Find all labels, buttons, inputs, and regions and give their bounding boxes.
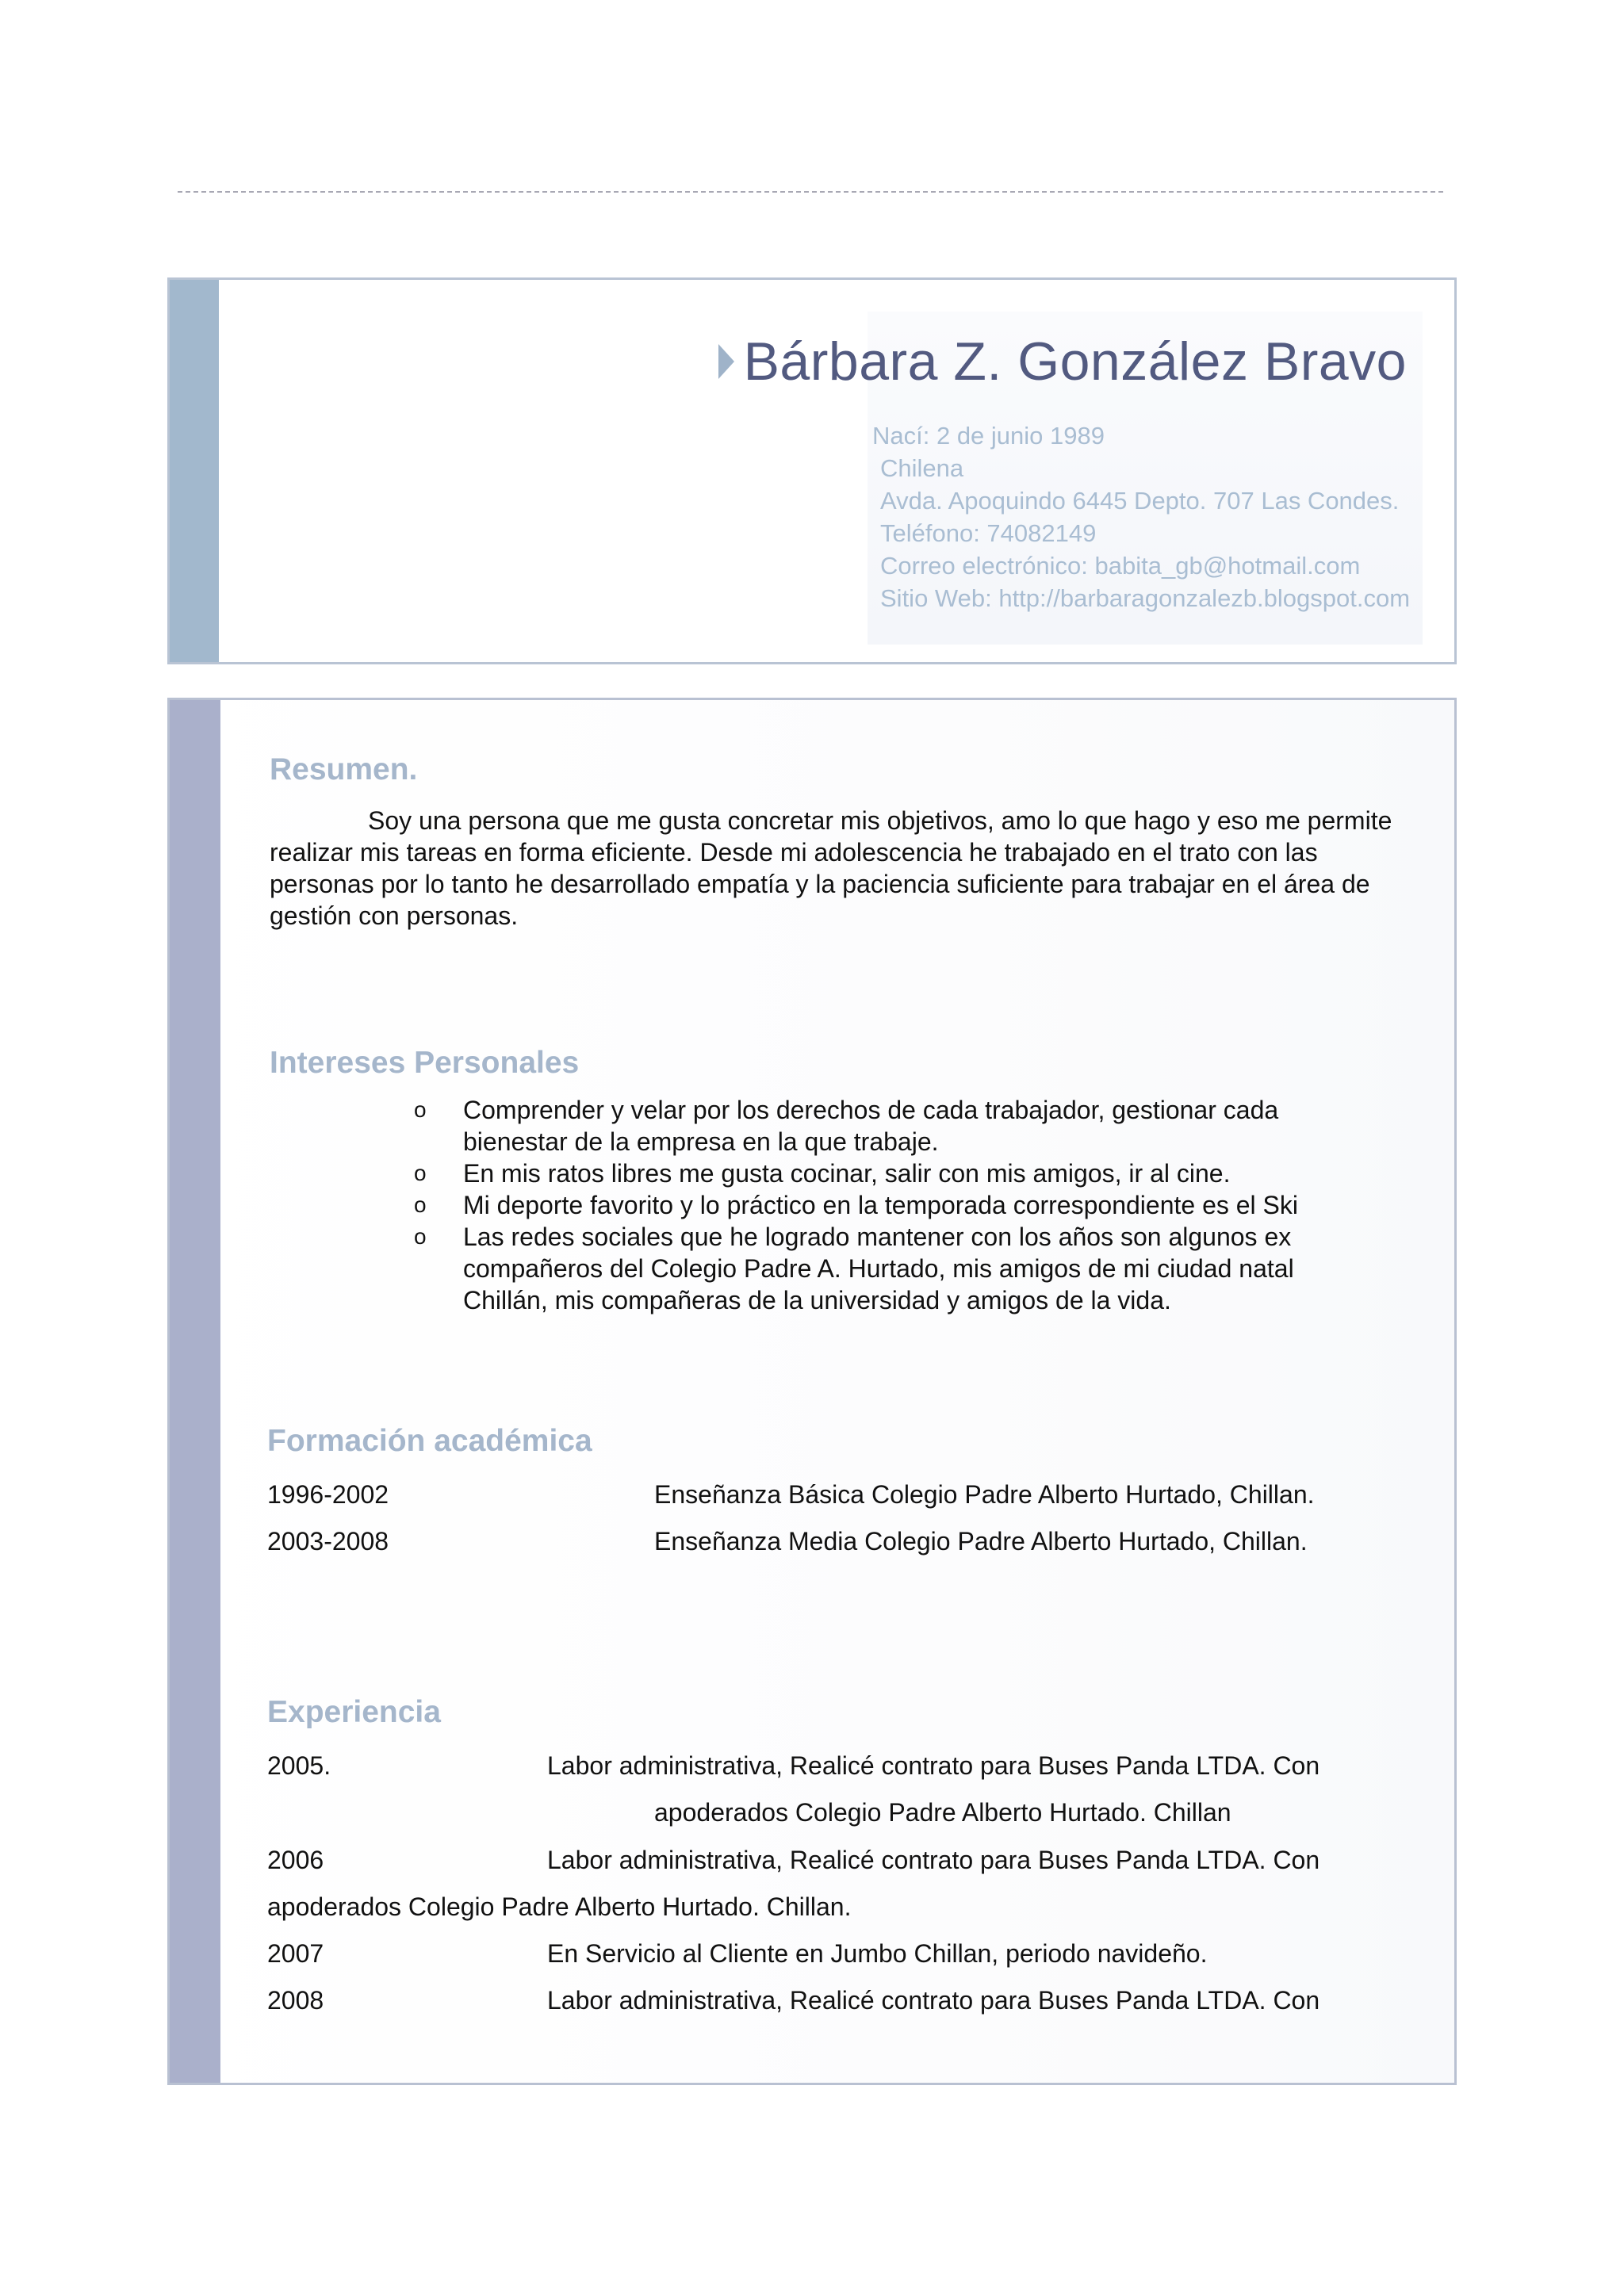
address: Avda. Apoquindo 6445 Depto. 707 Las Condes. bbox=[880, 487, 1400, 515]
body-accent-bar bbox=[170, 700, 220, 2083]
nationality: Chilena bbox=[880, 454, 964, 482]
experience-desc: Labor administrativa, Realicé contrato para Buses Panda LTDA. Con bbox=[547, 1846, 1320, 1874]
summary-text-block bbox=[270, 805, 1396, 932]
section-title-education: Formación académica bbox=[267, 1424, 592, 1458]
birth-date: Nací: 2 de junio 1989 bbox=[872, 422, 1105, 450]
experience-desc: En Servicio al Cliente en Jumbo Chillan, periodo navideño. bbox=[547, 1939, 1208, 1968]
bullet-icon: o bbox=[414, 1192, 427, 1217]
header-accent-bar bbox=[170, 280, 219, 662]
education-years: 2003-2008 bbox=[267, 1527, 389, 1556]
triangle-right-icon bbox=[718, 344, 734, 379]
experience-year: 2005. bbox=[267, 1751, 331, 1780]
section-title-interests: Intereses Personales bbox=[270, 1046, 580, 1080]
bullet-icon: o bbox=[414, 1097, 427, 1122]
phone: Teléfono: 74082149 bbox=[880, 519, 1097, 547]
header-dashed-divider bbox=[178, 191, 1443, 193]
section-title-experience: Experiencia bbox=[267, 1695, 441, 1729]
person-name: Bárbara Z. González Bravo bbox=[743, 331, 1407, 392]
name-row bbox=[718, 331, 1407, 392]
summary-paragraph: Soy una persona que me gusta concretar mis objetivos, amo lo que hago y eso me permite realizar mis tareas en forma eficiente. Desde mi adolescencia he trabajado en el trato con las personas por lo tanto he desarrollado empatía y la paciencia suficiente para trabajar en el área de gestión con personas. bbox=[270, 806, 1392, 930]
experience-year: 2006 bbox=[267, 1846, 324, 1874]
body-panel bbox=[167, 698, 1457, 2085]
bullet-icon: o bbox=[414, 1224, 427, 1249]
email: Correo electrónico: babita_gb@hotmail.com bbox=[880, 552, 1361, 580]
education-desc: Enseñanza Media Colegio Padre Alberto Hurtado, Chillan. bbox=[654, 1527, 1308, 1556]
list-item: Las redes sociales que he logrado mantener con los años son algunos ex compañeros del Colegio Padre A. Hurtado, mis amigos de mi ciudad natal Chillán, mis compañeras de la universidad y amigos de la vida. bbox=[463, 1223, 1294, 1314]
list-item: En mis ratos libres me gusta cocinar, salir con mis amigos, ir al cine. bbox=[463, 1159, 1231, 1188]
list-item: Mi deporte favorito y lo práctico en la temporada correspondiente es el Ski bbox=[463, 1191, 1298, 1219]
education-years: 1996-2002 bbox=[267, 1480, 389, 1509]
education-desc: Enseñanza Básica Colegio Padre Alberto Hurtado, Chillan. bbox=[654, 1480, 1315, 1509]
experience-desc: Labor administrativa, Realicé contrato para Buses Panda LTDA. Con bbox=[547, 1751, 1320, 1780]
interests-text-column bbox=[463, 1094, 1383, 1316]
contact-info bbox=[872, 419, 1443, 614]
experience-year: 2008 bbox=[267, 1986, 324, 2015]
bullet-column bbox=[414, 1094, 465, 1253]
list-item: Comprender y velar por los derechos de cada trabajador, gestionar cada bienestar de la empresa en la que trabaje. bbox=[463, 1096, 1279, 1156]
experience-desc: Labor administrativa, Realicé contrato para Buses Panda LTDA. Con bbox=[547, 1986, 1320, 2015]
website: Sitio Web: http://barbaragonzalezb.blogspot.com bbox=[880, 584, 1411, 612]
section-title-summary: Resumen. bbox=[270, 752, 418, 786]
header-panel bbox=[167, 277, 1457, 664]
experience-year: 2007 bbox=[267, 1939, 324, 1968]
bullet-icon: o bbox=[414, 1161, 427, 1185]
bullet-spacer bbox=[414, 1126, 465, 1158]
experience-desc-continued: apoderados Colegio Padre Alberto Hurtado. Chillan bbox=[654, 1798, 1231, 1827]
experience-desc-continued: apoderados Colegio Padre Alberto Hurtado. Chillan. bbox=[267, 1892, 852, 1921]
